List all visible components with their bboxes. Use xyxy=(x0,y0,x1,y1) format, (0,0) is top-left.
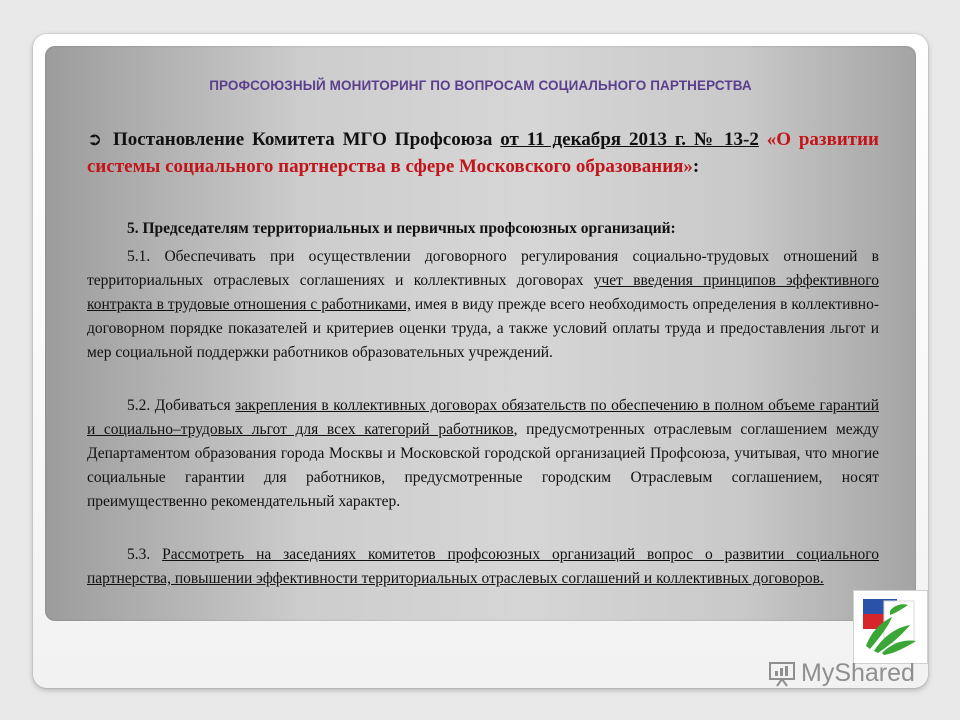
underlined-text: Рассмотреть на заседаниях комитетов профсоюзных организаций вопрос о развитии социального партнерства, повышении эффективности территориальных отраслевых соглашений и коллективных договоров. xyxy=(87,546,880,587)
lead-text: Постановление Комитета МГО Профсоюза xyxy=(113,129,501,150)
page-title: ПРОФСОЮЗНЫЙ МОНИТОРИНГ ПО ВОПРОСАМ СОЦИАЛЬНОГО ПАРТНЕРСТВА xyxy=(209,78,752,93)
paragraph-5-2: 5.2. Добиваться закрепления в коллективных договорах обязательств по обеспечению в полном объеме гарантий и социально–трудовых льгот для всех категорий работников, предусмотренных отраслевым соглашением между Департаментом образования города Москвы и Московской городской организацией Профсоюза, учитывая, что многие социальные гарантии для работников, предусмотренные городским Отраслевым соглашением, носят преимущественно рекомендательный характер. xyxy=(87,397,879,510)
watermark-text: MyShared xyxy=(801,658,915,687)
lead-title-red: «О развитии системы социального партнерства в сфере Московского образования» xyxy=(87,129,880,177)
arrow-bullet-icon: ➲ xyxy=(87,129,103,150)
underlined-text: закрепления в коллективных договорах обязательств по обеспечению в полном объеме гарантий и социально–трудовых льгот для всех категорий работников xyxy=(87,397,879,438)
slide xyxy=(45,46,916,621)
watermark xyxy=(767,658,915,688)
underlined-text: учет введения принципов эффективного контракта в трудовые отношения с работниками, xyxy=(87,272,879,313)
union-logo-icon xyxy=(853,590,928,664)
paragraph-5-3: 5.3. Рассмотреть на заседаниях комитетов профсоюзных организаций вопрос о развитии социального партнерства, повышении эффективности территориальных отраслевых соглашений и коллективных договоров. xyxy=(87,546,880,587)
paragraph-5-1: 5.1. Обеспечивать при осуществлении договорного регулирования социально-трудовых отношений в территориальных отраслевых соглашениях и коллективных договорах учет введения принципов эффективного контракта в трудовые отношения с работниками, имея в виду прежде всего необходимость определения в коллективно-договорном порядке показателей и критериев оценки труда, а также условий оплаты труда и предоставления льгот и мер социальной поддержки работников образовательных учреждений. xyxy=(87,248,879,361)
lead-date: от 11 декабря 2013 г. № 13-2 xyxy=(500,129,759,150)
presentation-board-icon xyxy=(767,658,797,688)
union-logo-graphic xyxy=(854,591,927,663)
lead-paragraph: ➲ Постановление Комитета МГО Профсоюза от 11 декабря 2013 г. № 13-2 «О развитии системы социального партнерства в сфере Московского образования»: xyxy=(87,126,879,180)
section-heading: 5. Председателям территориальных и первичных профсоюзных организаций: xyxy=(127,220,676,237)
